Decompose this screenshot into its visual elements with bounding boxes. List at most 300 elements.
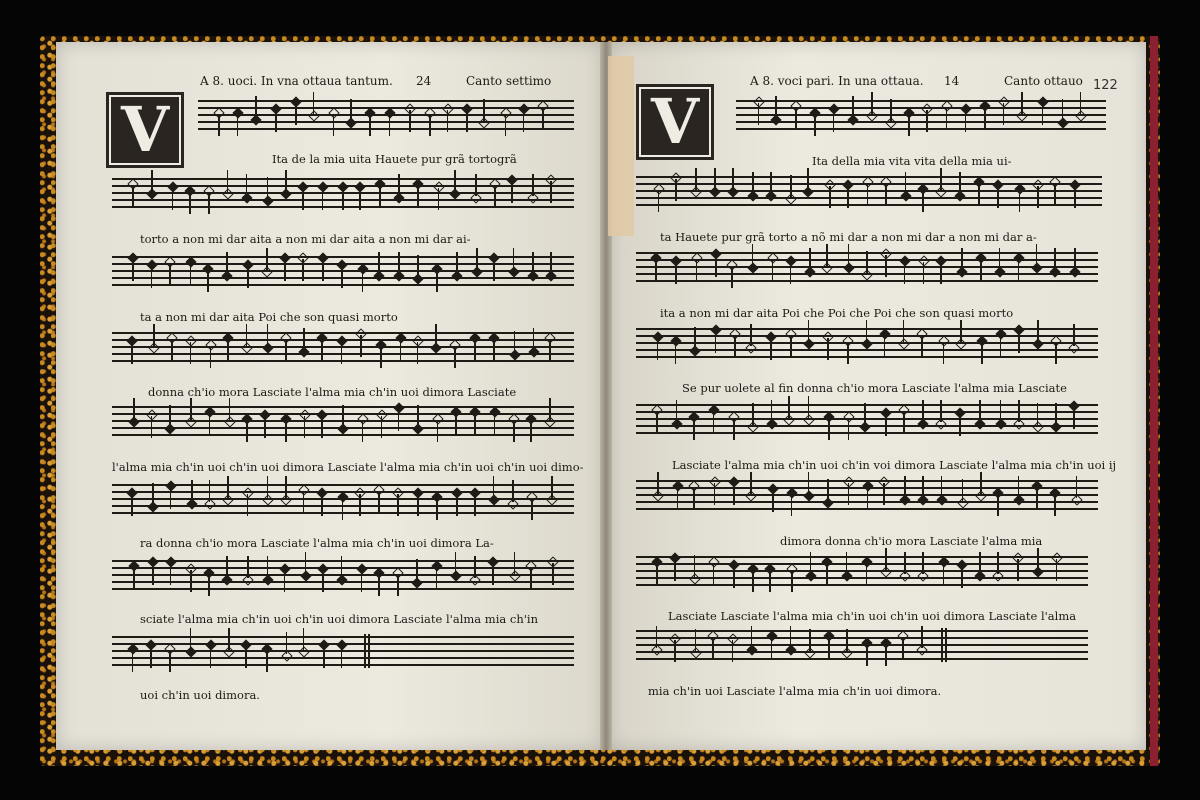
note-stem <box>733 566 735 588</box>
note-stem <box>752 244 754 266</box>
note-stem <box>417 342 419 364</box>
note-stem <box>769 570 771 592</box>
note-stem <box>208 192 210 214</box>
note-stem <box>731 266 733 288</box>
staff-line <box>112 360 574 362</box>
staff-line <box>112 270 574 272</box>
note-stem <box>190 398 192 420</box>
note-stem <box>466 110 468 132</box>
staff <box>636 630 1088 660</box>
note-stem <box>493 259 495 281</box>
note-stem <box>713 563 715 585</box>
note-stem <box>246 324 248 346</box>
note-stem <box>959 172 961 194</box>
note-stem <box>342 498 344 520</box>
note-stem <box>808 472 810 494</box>
note-stem <box>656 411 658 433</box>
note-stem <box>1074 186 1076 208</box>
note-stem <box>132 259 134 281</box>
note-stem <box>378 491 380 513</box>
note-stem <box>350 99 352 121</box>
left-lyric-line-4: donna ch'io mora Lasciate l'alma mia ch'in uoi dimora Lasciate <box>148 385 517 399</box>
note-stem <box>267 324 269 346</box>
note-stem <box>511 181 513 203</box>
note-stem <box>209 480 211 502</box>
staff-line <box>112 560 574 562</box>
note-stem <box>693 418 695 440</box>
note-stem <box>226 556 228 578</box>
staff <box>112 636 574 666</box>
note-stem <box>675 342 677 364</box>
note-stem <box>1018 331 1020 353</box>
note-stem <box>846 552 848 574</box>
note-stem <box>694 555 696 577</box>
note-stem <box>943 563 945 585</box>
note-stem <box>960 320 962 342</box>
note-stem <box>826 244 828 266</box>
note-stem <box>694 327 696 349</box>
staff-line <box>636 432 1098 434</box>
left-lyric-line-7: sciate l'alma mia ch'in uoi ch'in uoi dimora Lasciate l'alma mia ch'in <box>140 612 538 626</box>
staff-line <box>112 277 574 279</box>
note-stem <box>514 331 516 353</box>
note-stem <box>170 487 172 509</box>
note-stem <box>1018 259 1020 281</box>
staff-line <box>112 650 574 652</box>
right-lyric-line-2: ta Hauete pur grã torto a nõ mi dar a non mi dar a non mi dar a- <box>660 230 1037 244</box>
right-lyric-line-7: Lasciate Lasciate l'alma mia ch'in uoi ch'in uoi dimora Lasciate l'alma <box>668 609 1077 623</box>
note-stem <box>1021 92 1023 114</box>
note-stem <box>772 259 774 281</box>
note-stem <box>883 483 885 505</box>
staff-line <box>736 128 1106 130</box>
note-stem <box>437 420 439 442</box>
note-stem <box>848 244 850 266</box>
note-stem <box>809 629 811 651</box>
note-stem <box>1018 476 1020 498</box>
note-stem <box>921 626 923 648</box>
note-stem <box>454 346 456 368</box>
note-stem <box>965 110 967 132</box>
note-stem <box>714 483 716 505</box>
note-stem <box>791 570 793 592</box>
note-stem <box>303 628 305 650</box>
note-stem <box>550 252 552 274</box>
note-stem <box>1056 559 1058 581</box>
staff <box>636 176 1102 206</box>
note-stem <box>237 114 239 136</box>
note-stem <box>284 570 286 592</box>
note-stem <box>513 248 515 270</box>
note-stem <box>979 552 981 574</box>
staff-line <box>112 664 574 666</box>
note-stem <box>864 403 866 425</box>
note-stem <box>890 99 892 121</box>
note-stem <box>210 346 212 368</box>
note-stem <box>790 262 792 284</box>
note-stem <box>790 626 792 648</box>
note-stem <box>266 650 268 672</box>
note-stem <box>962 479 964 501</box>
note-stem <box>551 476 553 498</box>
note-stem <box>322 259 324 281</box>
note-stem <box>275 110 277 132</box>
left-lyric-line-8: uoi ch'in uoi dimora. <box>140 688 260 702</box>
note-stem <box>246 420 248 442</box>
staff-line <box>636 637 1088 639</box>
note-stem <box>676 400 678 422</box>
note-stem <box>884 335 886 357</box>
note-stem <box>285 170 287 192</box>
note-stem <box>921 335 923 357</box>
note-stem <box>379 185 381 207</box>
staff <box>636 328 1098 358</box>
note-stem <box>304 416 306 438</box>
note-stem <box>531 498 533 520</box>
note-stem <box>674 640 676 662</box>
staff <box>636 404 1098 434</box>
right-header-title: A 8. voci pari. In una ottaua. <box>750 74 924 88</box>
note-stem <box>245 646 247 668</box>
note-stem <box>1054 494 1056 516</box>
staff-line <box>736 100 1106 102</box>
note-stem <box>381 416 383 438</box>
staff <box>636 252 1098 282</box>
note-stem <box>169 650 171 672</box>
note-stem <box>981 342 983 364</box>
note-stem <box>675 179 677 201</box>
note-stem <box>474 494 476 516</box>
staff-line <box>112 657 574 659</box>
note-stem <box>303 328 305 350</box>
note-stem <box>417 185 419 207</box>
staff-line <box>112 178 574 180</box>
note-stem <box>150 646 152 668</box>
staff-line <box>636 190 1102 192</box>
note-stem <box>302 188 304 210</box>
note-stem <box>775 96 777 118</box>
note-stem <box>152 563 154 585</box>
staff <box>112 484 574 514</box>
note-stem <box>905 172 907 194</box>
note-stem <box>362 270 364 292</box>
note-stem <box>398 409 400 431</box>
staff-line <box>112 484 574 486</box>
note-stem <box>549 398 551 420</box>
staff <box>636 556 1088 586</box>
note-stem <box>533 328 535 350</box>
note-stem <box>227 339 229 361</box>
note-stem <box>532 252 534 274</box>
note-stem <box>416 559 418 581</box>
note-stem <box>303 491 305 513</box>
note-stem <box>228 628 230 650</box>
note-stem <box>227 476 229 498</box>
note-stem <box>712 637 714 659</box>
note-stem <box>1073 324 1075 346</box>
note-stem <box>904 262 906 284</box>
note-stem <box>1036 244 1038 266</box>
right-lyric-line-5: Lasciate l'alma mia ch'in uoi ch'in voi dimora Lasciate l'alma mia ch'in uoi ij <box>672 458 1117 472</box>
note-stem <box>852 96 854 118</box>
note-stem <box>1037 186 1039 208</box>
right-lyric-line-4: Se pur uolete al fin donna ch'io mora Lasciate l'alma mia Lasciate <box>682 381 1067 395</box>
note-stem <box>190 263 192 285</box>
note-stem <box>255 96 257 118</box>
note-stem <box>885 255 887 277</box>
note-stem <box>456 252 458 274</box>
right-lyric-line-1: Ita della mia vita vita della mia ui- <box>812 154 1012 168</box>
note-stem <box>172 188 174 210</box>
note-stem <box>1054 248 1056 270</box>
note-stem <box>904 552 906 574</box>
staff-line <box>636 577 1088 579</box>
note-stem <box>435 324 437 346</box>
note-stem <box>867 183 869 205</box>
note-stem <box>360 335 362 357</box>
note-stem <box>323 646 325 668</box>
note-stem <box>341 342 343 364</box>
note-stem <box>295 103 297 125</box>
note-stem <box>133 398 135 420</box>
right-page-number: 14 <box>944 74 960 88</box>
note-stem <box>871 92 873 114</box>
note-stem <box>369 114 371 136</box>
note-stem <box>752 570 754 592</box>
note-stem <box>922 552 924 574</box>
staff-line <box>112 256 574 258</box>
staff-line <box>636 356 1098 358</box>
note-stem <box>1042 103 1044 125</box>
note-stem <box>512 480 514 502</box>
paper-tab <box>608 56 634 236</box>
staff <box>112 406 574 436</box>
note-stem <box>131 494 133 516</box>
note-stem <box>790 175 792 197</box>
note-stem <box>417 494 419 516</box>
note-stem <box>398 252 400 274</box>
note-stem <box>733 483 735 505</box>
note-stem <box>1037 403 1039 425</box>
note-stem <box>788 396 790 418</box>
final-barline <box>941 628 943 662</box>
note-stem <box>362 420 364 442</box>
staff-line <box>636 630 1088 632</box>
staff-line <box>636 411 1098 413</box>
folio-number: 122 <box>1093 78 1118 93</box>
note-stem <box>980 472 982 494</box>
note-stem <box>532 174 534 196</box>
note-stem <box>940 400 942 422</box>
note-stem <box>1055 403 1057 425</box>
note-stem <box>903 411 905 433</box>
note-stem <box>247 266 249 288</box>
staff-line <box>736 121 1106 123</box>
note-stem <box>191 480 193 502</box>
staff-line <box>636 204 1102 206</box>
note-stem <box>807 168 809 190</box>
note-stem <box>795 107 797 129</box>
staff-line <box>636 651 1088 653</box>
note-stem <box>908 114 910 136</box>
note-stem <box>285 339 287 361</box>
note-stem <box>169 263 171 285</box>
note-stem <box>997 552 999 574</box>
note-stem <box>732 640 734 662</box>
note-stem <box>978 183 980 205</box>
note-stem <box>885 414 887 436</box>
note-stem <box>321 494 323 516</box>
staff <box>736 100 1106 130</box>
note-stem <box>770 172 772 194</box>
note-stem <box>226 252 228 274</box>
note-stem <box>285 420 287 442</box>
right-lyric-line-8: mia ch'in uoi Lasciate l'alma mia ch'in uoi dimora. <box>648 684 942 698</box>
note-stem <box>549 339 551 361</box>
note-stem <box>961 566 963 588</box>
final-barline <box>945 628 947 662</box>
note-stem <box>542 107 544 129</box>
note-stem <box>847 186 849 208</box>
note-stem <box>732 168 734 190</box>
staff-line <box>112 346 574 348</box>
note-stem <box>715 331 717 353</box>
note-stem <box>1037 320 1039 342</box>
note-stem <box>494 413 496 435</box>
staff-line <box>636 658 1088 660</box>
note-stem <box>514 552 516 574</box>
note-stem <box>286 632 288 654</box>
note-stem <box>436 270 438 292</box>
note-stem <box>151 170 153 192</box>
note-stem <box>342 188 344 210</box>
note-stem <box>132 185 134 207</box>
note-stem <box>389 114 391 136</box>
left-page-number: 24 <box>416 74 432 88</box>
note-stem <box>809 248 811 270</box>
staff <box>112 178 574 208</box>
note-stem <box>436 567 438 589</box>
note-stem <box>378 574 380 596</box>
note-stem <box>790 335 792 357</box>
note-stem <box>758 103 760 125</box>
left-lyric-line-2: torto a non mi dar aita a non mi dar aita a non mi dar ai- <box>140 232 471 246</box>
note-stem <box>170 563 172 585</box>
note-stem <box>456 494 458 516</box>
note-stem <box>771 637 773 659</box>
note-stem <box>961 248 963 270</box>
note-stem <box>656 626 658 648</box>
staff-line <box>636 404 1098 406</box>
note-stem <box>530 567 532 589</box>
note-stem <box>267 177 269 199</box>
note-stem <box>227 170 229 192</box>
note-stem <box>361 570 363 592</box>
note-stem <box>322 570 324 592</box>
note-stem <box>133 567 135 589</box>
note-stem <box>1018 400 1020 422</box>
cover-edge <box>1150 36 1158 766</box>
note-stem <box>904 476 906 498</box>
note-stem <box>132 650 134 672</box>
note-stem <box>713 411 715 433</box>
note-stem <box>229 398 231 420</box>
note-stem <box>752 172 754 194</box>
note-stem <box>208 574 210 596</box>
note-stem <box>190 342 192 364</box>
note-stem <box>833 110 835 132</box>
note-stem <box>866 644 868 666</box>
note-stem <box>980 259 982 281</box>
staff-line <box>112 636 574 638</box>
note-stem <box>247 556 249 578</box>
note-stem <box>476 248 478 270</box>
note-stem <box>454 170 456 192</box>
note-stem <box>791 494 793 516</box>
note-stem <box>207 270 209 292</box>
note-stem <box>885 183 887 205</box>
note-stem <box>455 413 457 435</box>
note-stem <box>1054 183 1056 205</box>
note-stem <box>750 472 752 494</box>
note-stem <box>1019 190 1021 212</box>
note-stem <box>209 413 211 435</box>
left-lyric-line-5: l'alma mia ch'in uoi ch'in uoi dimora Lasciate l'alma mia ch'in uoi ch'in uoi dimo- <box>112 460 584 474</box>
note-stem <box>1062 99 1064 121</box>
note-stem <box>284 259 286 281</box>
staff-line <box>636 584 1088 586</box>
note-stem <box>474 413 476 435</box>
note-stem <box>984 107 986 129</box>
staff <box>636 480 1098 510</box>
staff <box>198 100 574 130</box>
staff-line <box>112 332 574 334</box>
left-lyric-line-1: Ita de la mia uita Hauete pur grã tortogrã <box>272 152 517 166</box>
note-stem <box>380 346 382 368</box>
note-stem <box>190 570 192 592</box>
note-stem <box>305 552 307 574</box>
note-stem <box>696 259 698 281</box>
note-stem <box>675 262 677 284</box>
right-voice-part: Canto ottauo <box>1004 74 1083 88</box>
staff-line <box>636 418 1098 420</box>
note-stem <box>828 418 830 440</box>
note-stem <box>400 339 402 361</box>
note-stem <box>397 494 399 516</box>
right-lyric-line-3: ita a non mi dar aita Poi che Poi che Poi che son quasi morto <box>660 306 1014 320</box>
note-stem <box>398 174 400 196</box>
note-stem <box>959 414 961 436</box>
note-stem <box>827 338 829 360</box>
note-stem <box>550 181 552 203</box>
note-stem <box>359 494 361 516</box>
note-stem <box>733 418 735 440</box>
note-stem <box>530 420 532 442</box>
note-stem <box>979 400 981 422</box>
note-stem <box>475 174 477 196</box>
note-stem <box>190 628 192 650</box>
note-stem <box>693 487 695 509</box>
note-stem <box>210 646 212 668</box>
staff <box>112 560 574 590</box>
note-stem <box>1000 400 1002 422</box>
note-stem <box>674 559 676 581</box>
note-stem <box>695 629 697 651</box>
note-stem <box>447 110 449 132</box>
note-stem <box>677 487 679 509</box>
note-stem <box>483 99 485 121</box>
note-stem <box>153 324 155 346</box>
